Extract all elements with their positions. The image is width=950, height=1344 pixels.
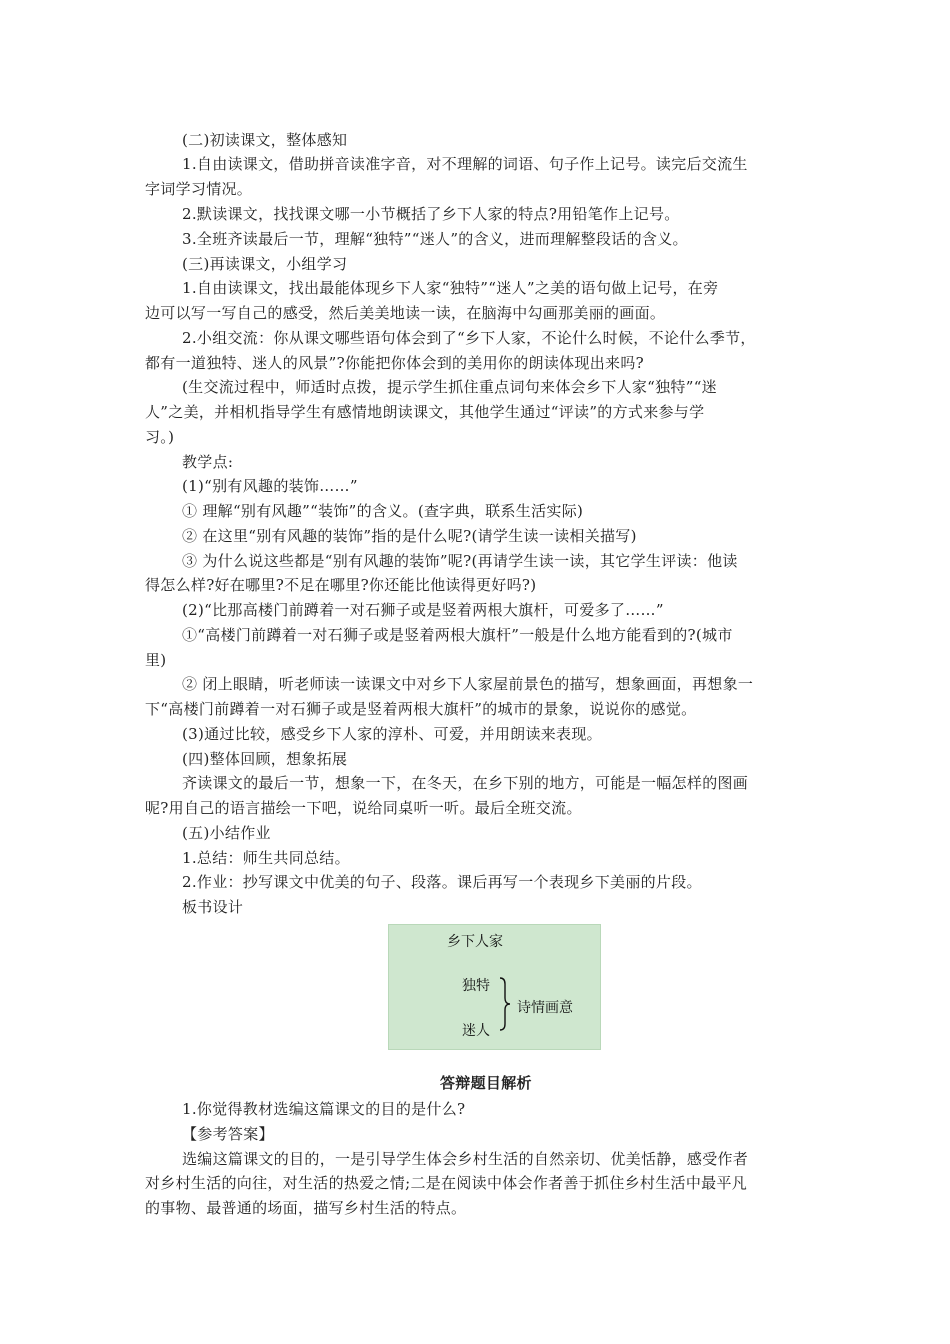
paragraph-line: 1.自由读课文，借助拼音读准字音，对不理解的词语、句子作上记号。读完后交流生 xyxy=(182,155,748,173)
paragraph-line: 呢?用自己的语言描绘一下吧，说给同桌听一听。最后全班交流。 xyxy=(145,799,582,817)
paragraph-line: 2.默读课文，找找课文哪一小节概括了乡下人家的特点?用铅笔作上记号。 xyxy=(182,205,680,223)
paragraph-line: 得怎么样?好在哪里?不足在哪里?你还能比他读得更好吗?) xyxy=(145,576,537,594)
paragraph-line: 1.自由读课文，找出最能体现乡下人家“独特”“迷人”之美的语句做上记号，在旁 xyxy=(182,279,719,297)
blackboard-design-image xyxy=(388,924,601,1050)
paragraph-line: 3.全班齐读最后一节，理解“独特”“迷人”的含义，进而理解整段话的含义。 xyxy=(182,230,688,248)
section-heading-5: (五)小结作业 xyxy=(182,824,271,842)
qa-question: 1.你觉得教材选编这篇课文的目的是什么? xyxy=(182,1100,466,1118)
paragraph-line: (3)通过比较，感受乡下人家的淳朴、可爱，并用朗读来表现。 xyxy=(182,725,602,743)
section-heading-2: (二)初读课文，整体感知 xyxy=(182,131,348,149)
paragraph-line: 里) xyxy=(145,651,167,669)
paragraph-line: ② 闭上眼睛，听老师读一读课文中对乡下人家屋前景色的描写，想象画面，再想象一 xyxy=(182,675,754,693)
paragraph-line: ② 在这里“别有风趣的装饰”指的是什么呢?(请学生读一读相关描写) xyxy=(182,527,637,545)
paragraph-line: 都有一道独特、迷人的风景”?你能把你体会到的美用你的朗读体现出来吗? xyxy=(145,354,644,372)
answer-line: 的事物、最普通的场面，描写乡村生活的特点。 xyxy=(145,1199,467,1217)
paragraph-line: ①“高楼门前蹲着一对石狮子或是竖着两根大旗杆”一般是什么地方能看到的?(城市 xyxy=(182,626,733,644)
paragraph-line: 人”之美，并相机指导学生有感情地朗读课文，其他学生通过“评读”的方式来参与学 xyxy=(145,403,705,421)
paragraph-line: 1.总结：师生共同总结。 xyxy=(182,849,350,867)
paragraph-line: 习。) xyxy=(145,428,175,446)
paragraph-line: (1)“别有风趣的装饰……” xyxy=(182,477,358,495)
curly-brace-icon xyxy=(498,976,512,1032)
paragraph-line: 边可以写一写自己的感受，然后美美地读一读，在脑海中勾画那美丽的画面。 xyxy=(145,304,666,322)
paragraph-line: (生交流过程中，师适时点拨，提示学生抓住重点词句来体会乡下人家“独特”“迷 xyxy=(182,378,717,396)
paragraph-line: 字词学习情况。 xyxy=(145,180,253,198)
section-heading-3: (三)再读课文，小组学习 xyxy=(182,255,348,273)
teaching-points-label: 教学点: xyxy=(182,453,234,471)
board-item-charming: 迷人 xyxy=(462,1023,490,1039)
paragraph-line: ③ 为什么说这些都是“别有风趣的装饰”呢?(再请学生读一读，其它学生评读：他读 xyxy=(182,552,738,570)
section-heading-4: (四)整体回顾，想象拓展 xyxy=(182,750,348,768)
paragraph-line: 2.小组交流：你从课文哪些语句体会到了“乡下人家，不论什么时候，不论什么季节， xyxy=(182,329,756,347)
qa-heading: 答辩题目解析 xyxy=(440,1074,532,1092)
board-title: 乡下人家 xyxy=(447,934,503,950)
answer-line: 选编这篇课文的目的，一是引导学生体会乡村生活的自然亲切、优美恬静，感受作者 xyxy=(182,1150,749,1168)
answer-line: 对乡村生活的向往，对生活的热爱之情;二是在阅读中体会作者善于抓住乡村生活中最平凡 xyxy=(145,1174,748,1192)
paragraph-line: 下“高楼门前蹲着一对石狮子或是竖着两根大旗杆”的城市的景象，说说你的感觉。 xyxy=(145,700,697,718)
board-result: 诗情画意 xyxy=(517,1000,573,1016)
answer-label: 【参考答案】 xyxy=(182,1125,274,1143)
board-design-label: 板书设计 xyxy=(182,898,244,916)
paragraph-line: (2)“比那高楼门前蹲着一对石狮子或是竖着两根大旗杆，可爱多了……” xyxy=(182,601,664,619)
paragraph-line: 齐读课文的最后一节，想象一下，在冬天，在乡下别的地方，可能是一幅怎样的图画 xyxy=(182,774,749,792)
board-item-unique: 独特 xyxy=(462,978,490,994)
paragraph-line: 2.作业：抄写课文中优美的句子、段落。课后再写一个表现乡下美丽的片段。 xyxy=(182,873,702,891)
paragraph-line: ① 理解“别有风趣”“装饰”的含义。(查字典，联系生活实际) xyxy=(182,502,584,520)
